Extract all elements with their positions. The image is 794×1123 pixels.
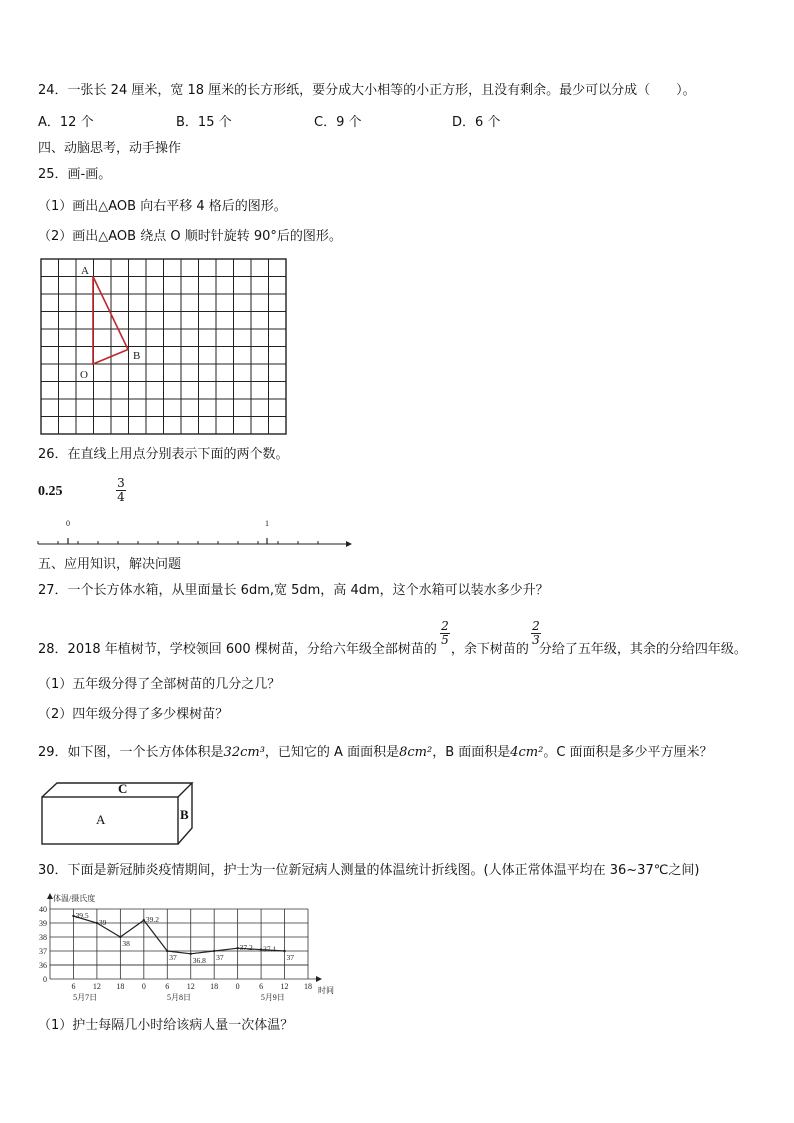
- chart-day-label: 5月7日: [73, 993, 98, 1002]
- grid-lines: [41, 259, 286, 434]
- q24-option-c[interactable]: C．9 个: [314, 115, 362, 130]
- q28-fraction-2: [530, 620, 542, 647]
- chart-x-tick-label: 0: [141, 982, 146, 991]
- chart-data-point: [236, 947, 238, 949]
- chart-data-label: 37: [286, 953, 295, 962]
- tick-label-0: 0: [66, 519, 70, 528]
- q28-frac1-den: 5: [441, 633, 449, 647]
- chart-x-tick-label: 18: [210, 982, 219, 991]
- chart-y-tick-label: 38: [39, 933, 47, 942]
- chart-data-point: [72, 915, 74, 917]
- q28-frac2-den: 3: [532, 633, 540, 647]
- q26-fraction-numerator: 3: [117, 476, 125, 490]
- q28-frac1-num: 2: [441, 619, 449, 633]
- q30-sub1: （1）护士每隔几小时给该病人量一次体温？: [38, 1018, 294, 1033]
- chart-data-label: 39: [98, 918, 107, 927]
- q26-number-decimal: 0.25: [38, 484, 63, 499]
- chart-day-label: 5月9日: [260, 993, 285, 1002]
- chart-data-point: [96, 922, 98, 924]
- q28-sub1: （1）五年级分得了全部树苗的几分之几？: [38, 677, 281, 692]
- number-line-arrow: [346, 541, 352, 547]
- chart-y-tick-label: 36: [39, 961, 47, 970]
- q26-fraction-denominator: 4: [117, 490, 125, 504]
- chart-data-label: 36.8: [192, 955, 206, 965]
- label-b: B: [133, 350, 141, 362]
- q28-frac2-num: 2: [532, 619, 540, 633]
- chart-data-label: 37: [216, 953, 224, 962]
- chart-data-label: 38: [122, 939, 130, 948]
- q29-text: [38, 744, 713, 762]
- q24-option-d[interactable]: D．6 个: [452, 115, 501, 130]
- chart-x-tick-label: 18: [116, 982, 125, 991]
- q28-fraction-1: [439, 620, 451, 647]
- chart-y-axis-title: 体温/摄氏度: [53, 894, 96, 903]
- chart-data-label: 37: [169, 953, 177, 962]
- q29-area-a: 8cm²: [399, 745, 433, 760]
- chart-data-label: 39.5: [75, 911, 89, 920]
- chart-y-tick-label: 0: [43, 975, 47, 984]
- chart-x-tick-label: 6: [71, 982, 76, 991]
- label-o: O: [80, 369, 88, 381]
- q28-sub2: （2）四年级分得了多少棵树苗？: [38, 707, 229, 722]
- chart-x-tick-label: 18: [304, 982, 312, 991]
- chart-data-point: [260, 948, 262, 950]
- q29-text-c: ，B 面面积是: [432, 745, 511, 760]
- q24-text: 24．一张长 24 厘米，宽 18 厘米的长方形纸，要分成大小相等的小正方形，且没有剩余。最少可以分成（ ）。: [38, 83, 696, 98]
- chart-x-tick-label: 12: [280, 982, 289, 991]
- face-a-label: A: [96, 812, 106, 827]
- chart-x-axis-title: 时间: [318, 986, 334, 995]
- label-a: A: [81, 265, 89, 277]
- q24-option-b[interactable]: B．15 个: [176, 115, 232, 130]
- chart-data-point: [190, 953, 192, 955]
- chart-data-point: [283, 950, 285, 952]
- chart-y-tick-label: 39: [39, 919, 47, 928]
- section4-title: 四、动脑思考，动手操作: [38, 141, 182, 156]
- section5-title: 五、应用知识，解决问题: [38, 557, 182, 572]
- face-c-label: C: [118, 781, 128, 796]
- chart-y-tick-label: 37: [39, 947, 47, 956]
- q30-text: 30．下面是新冠肺炎疫情期间，护士为一位新冠病人测量的体温统计折线图。(人体正常体温平均在 36~37℃之间): [38, 863, 700, 878]
- q29-text-d: 。C 面面积是多少平方厘米？: [543, 745, 713, 760]
- q25-sub2: （2）画出△AOB 绕点 O 顺时针旋转 90°后的图形。: [38, 229, 342, 244]
- q29-text-a: 29．如下图，一个长方体体积是: [38, 745, 224, 760]
- chart-x-tick-label: 12: [92, 982, 101, 991]
- q28-text: [38, 641, 747, 659]
- chart-data-point: [213, 950, 215, 952]
- tick-label-1: 1: [265, 519, 269, 528]
- chart-data-point: [119, 936, 121, 938]
- chart-day-label: 5月8日: [167, 993, 191, 1002]
- q29-cuboid-figure: [40, 780, 200, 848]
- chart-x-tick-label: 6: [165, 982, 170, 991]
- q30-temperature-line-chart: [34, 893, 344, 1003]
- q24-option-a[interactable]: A．12 个: [38, 115, 94, 130]
- q29-area-b: 4cm²: [510, 745, 544, 760]
- q25-grid-figure[interactable]: [38, 256, 290, 438]
- chart-x-tick-label: 0: [235, 982, 240, 991]
- chart-data-label: 37.2: [239, 943, 253, 953]
- chart-x-tick-label: 12: [186, 982, 195, 991]
- q28-text-c: 分给了五年级，其余的分给四年级。: [538, 642, 747, 657]
- q26-number-line[interactable]: [36, 514, 356, 554]
- q26-title: 26．在直线上用点分别表示下面的两个数。: [38, 447, 289, 462]
- q26-number-fraction: [115, 477, 127, 504]
- chart-data-point: [166, 950, 168, 952]
- chart-data-point: [143, 919, 145, 921]
- q28-text-a: 28．2018 年植树节，学校领回 600 棵树苗，分给六年级全部树苗的: [38, 642, 437, 657]
- face-b-label: B: [180, 807, 189, 822]
- q29-volume: 32cm³: [223, 745, 265, 760]
- chart-data-label: 39.2: [145, 915, 159, 925]
- q28-text-b: ，余下树苗的: [450, 642, 529, 657]
- q27-text: 27．一个长方体水箱，从里面量长 6dm,宽 5dm，高 4dm，这个水箱可以装水多少升？: [38, 583, 549, 598]
- chart-x-tick-label: 6: [259, 982, 264, 991]
- q29-text-b: ，已知它的 A 面面积是: [264, 745, 400, 760]
- q25-sub1: （1）画出△AOB 向右平移 4 格后的图形。: [38, 199, 287, 214]
- chart-y-tick-label: 40: [39, 905, 47, 914]
- chart-data-label: 37.1: [263, 944, 277, 954]
- q25-title: 25．画-画。: [38, 167, 112, 182]
- chart-x-axis-arrow: [316, 976, 322, 982]
